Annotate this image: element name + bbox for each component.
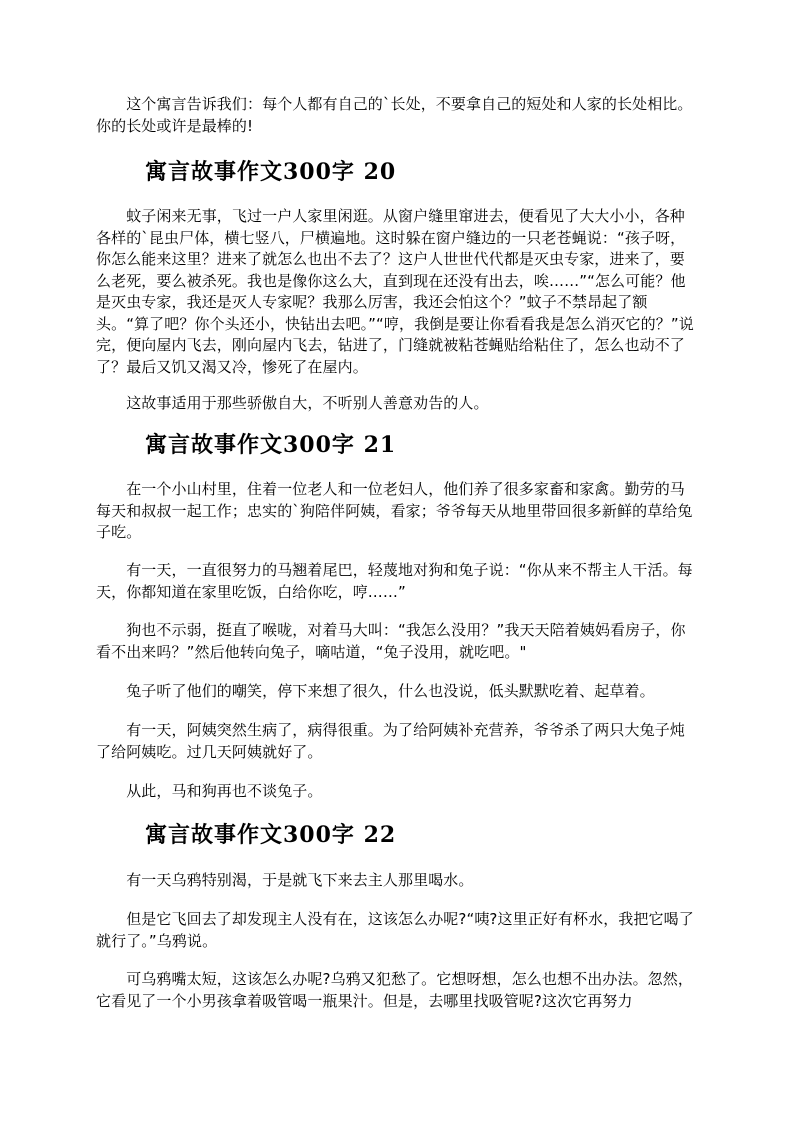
paragraph-moral-20: 这故事适用于那些骄傲自大，不听别人善意劝告的人。 bbox=[96, 394, 489, 412]
paragraph-story-22-2: 但是它飞回去了却发现主人没有在，这该怎么办呢?“咦?这里正好有杯水，我把它喝了就行了。”乌鸦说。 bbox=[96, 910, 694, 950]
paragraph-story-22-1: 有一天乌鸦特别渴，于是就飞下来去主人那里喝水。 bbox=[96, 871, 474, 889]
section-heading-22: 寓言故事作文300字 22 bbox=[145, 822, 397, 848]
paragraph-story-21-2: 有一天，一直很努力的马翘着尾巴，轻蔑地对狗和兔子说：“你从来不帮主人干活。每天，你都知道在家里吃饭，白给你吃，哼……” bbox=[96, 561, 693, 601]
paragraph-story-21-1: 在一个小山村里，住着一位老人和一位老妇人，他们养了很多家畜和家禽。勤劳的马每天和叔叔一起工作；忠实的`狗陪伴阿姨，看家；爷爷每天从地里带回很多新鲜的草给兔子吃。 bbox=[96, 480, 693, 541]
paragraph-story-20: 蚊子闲来无事，飞过一户人家里闲逛。从窗户缝里窜进去，便看见了大大小小，各种各样的`昆虫尸体，横七竖八，尸横遍地。这时躲在窗户缝边的一只老苍蝇说：“孩子呀，你怎么能来这里？进来了就怎么也出不去了？这户人世世代代都是灭虫专家，进来了，要么老死，要么被杀死。我也是像你这么大，直到现在还没有出去，唉……”“怎么可能？他是灭虫专家，我还是灭人专家呢？我那么厉害，我还会怕这个？”蚊子不禁昂起了额头。“算了吧？你个头还小，快钻出去吧。”“哼，我倒是要让你看看我是怎么消灭它的？”说完，便向屋内飞去，刚向屋内飞去，钻进了，门缝就被粘苍蝇贴给粘住了，怎么也动不了了？最后又饥又渴又冷，惨死了在屋内。 bbox=[96, 207, 694, 376]
paragraph-moral-19: 这个寓言告诉我们：每个人都有自己的`长处，不要拿自己的短处和人家的长处相比。你的长处或许是最棒的! bbox=[96, 95, 693, 135]
section-heading-21: 寓言故事作文300字 21 bbox=[145, 432, 397, 458]
paragraph-story-21-3: 狗也不示弱，挺直了喉咙，对着马大叫：“我怎么没用？”我天天陪着姨妈看房子，你看不出来吗？”然后他转向兔子，嘀咕道，“兔子没用，就吃吧。" bbox=[96, 621, 686, 661]
paragraph-story-21-5: 有一天，阿姨突然生病了，病得很重。为了给阿姨补充营养，爷爷杀了两只大兔子炖了给阿姨吃。过几天阿姨就好了。 bbox=[96, 721, 685, 761]
section-heading-20: 寓言故事作文300字 20 bbox=[145, 159, 397, 185]
paragraph-story-22-3: 可乌鸦嘴太短，这该怎么办呢?乌鸦又犯愁了。它想呀想，怎么也想不出办法。忽然，它看见了一个小男孩拿着吸管喝一瓶果汁。但是，去哪里找吸管呢?这次它再努力 bbox=[96, 970, 693, 1010]
paragraph-story-21-4: 兔子听了他们的嘲笑，停下来想了很久，什么也没说，低头默默吃着、起草着。 bbox=[96, 682, 655, 700]
paragraph-story-21-6: 从此，马和狗再也不谈兔子。 bbox=[96, 782, 323, 800]
